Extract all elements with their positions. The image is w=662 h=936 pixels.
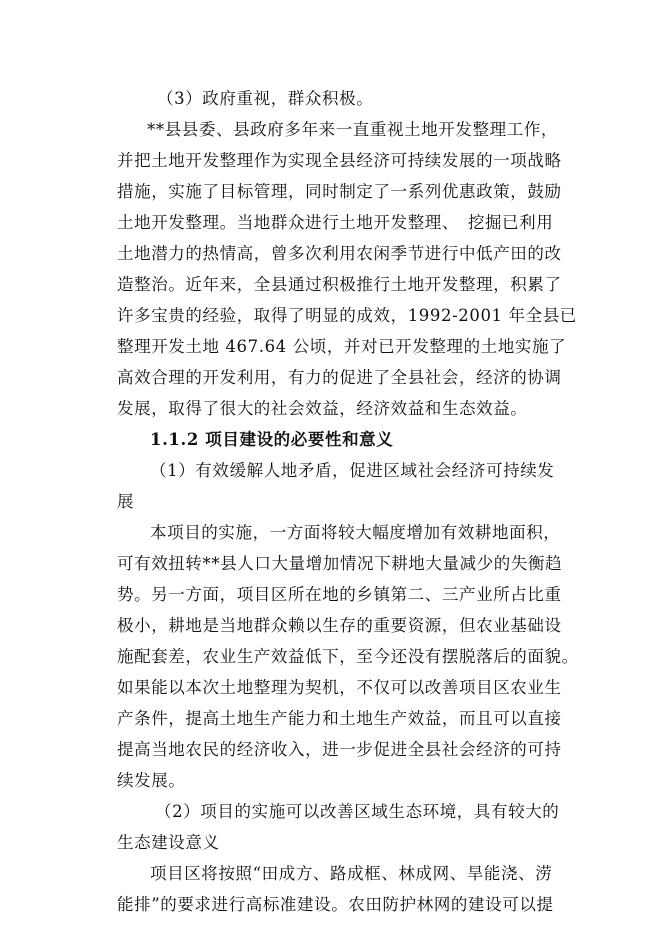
paragraph-line: 项目区将按照“田成方、路成框、林成网、旱能浇、涝 (150, 864, 553, 883)
paragraph-line: 高效合理的开发利用，有力的促进了全县社会，经济的协调 (117, 368, 562, 387)
paragraph-line: **县县委、县政府多年来一直重视土地开发整理工作， (147, 120, 558, 139)
paragraph-line: 土地开发整理。当地群众进行土地开发整理、 挖掘已利用 (117, 213, 554, 232)
paragraph-line: 施配套差，农业生产效益低下，至今还没有摆脱落后的面貌。 (117, 647, 579, 666)
subheading-1-cont: 展 (117, 492, 135, 511)
subheading-1: （1）有效缓解人地矛盾，促进区域社会经济可持续发 (150, 461, 555, 480)
paragraph-line: 整理开发土地 467.64 公顷，并对已开发整理的土地实施了 (117, 337, 567, 356)
paragraph-line: 能排”的要求进行高标准建设。农田防护林网的建设可以提 (117, 895, 554, 914)
paragraph-line: 续发展。 (117, 771, 186, 790)
paragraph-line: 并把土地开发整理作为实现全县经济可持续发展的一项战略 (117, 151, 562, 170)
paragraph-line: 势。另一方面，项目区所在地的乡镇第二、三产业所占比重 (117, 585, 562, 604)
section-heading: 1.1.2 项目建设的必要性和意义 (150, 430, 394, 449)
paragraph-line: 发展，取得了很大的社会效益，经济效益和生态效益。 (117, 399, 528, 418)
paragraph-line: 许多宝贵的经验，取得了明显的成效，1992-2001 年全县已 (117, 306, 577, 325)
paragraph-line: 造整治。近年来，全县通过积极推行土地开发整理，积累了 (117, 275, 562, 294)
paragraph-line: 可有效扭转**县人口大量增加情况下耕地大量减少的失衡趋 (117, 554, 563, 573)
paragraph-line: 提高当地农民的经济收入，进一步促进全县社会经济的可持 (117, 740, 562, 759)
subheading-3: （3）政府重视，群众积极。 (157, 89, 374, 108)
paragraph-line: 本项目的实施，一方面将较大幅度增加有效耕地面积， (150, 523, 561, 542)
paragraph-line: 如果能以本次土地整理为契机，不仅可以改善项目区农业生 (117, 678, 562, 697)
paragraph-line: 产条件，提高土地生产能力和土地生产效益，而且可以直接 (117, 709, 562, 728)
paragraph-line: 土地潜力的热情高，曾多次利用农闲季节进行中低产田的改 (117, 244, 562, 263)
subheading-2-cont: 生态建设意义 (117, 833, 220, 852)
subheading-2: （2）项目的实施可以改善区域生态环境，具有较大的 (155, 802, 560, 821)
paragraph-line: 极小，耕地是当地群众赖以生存的重要资源，但农业基础设 (117, 616, 562, 635)
paragraph-line: 措施，实施了目标管理，同时制定了一系列优惠政策，鼓励 (117, 182, 562, 201)
